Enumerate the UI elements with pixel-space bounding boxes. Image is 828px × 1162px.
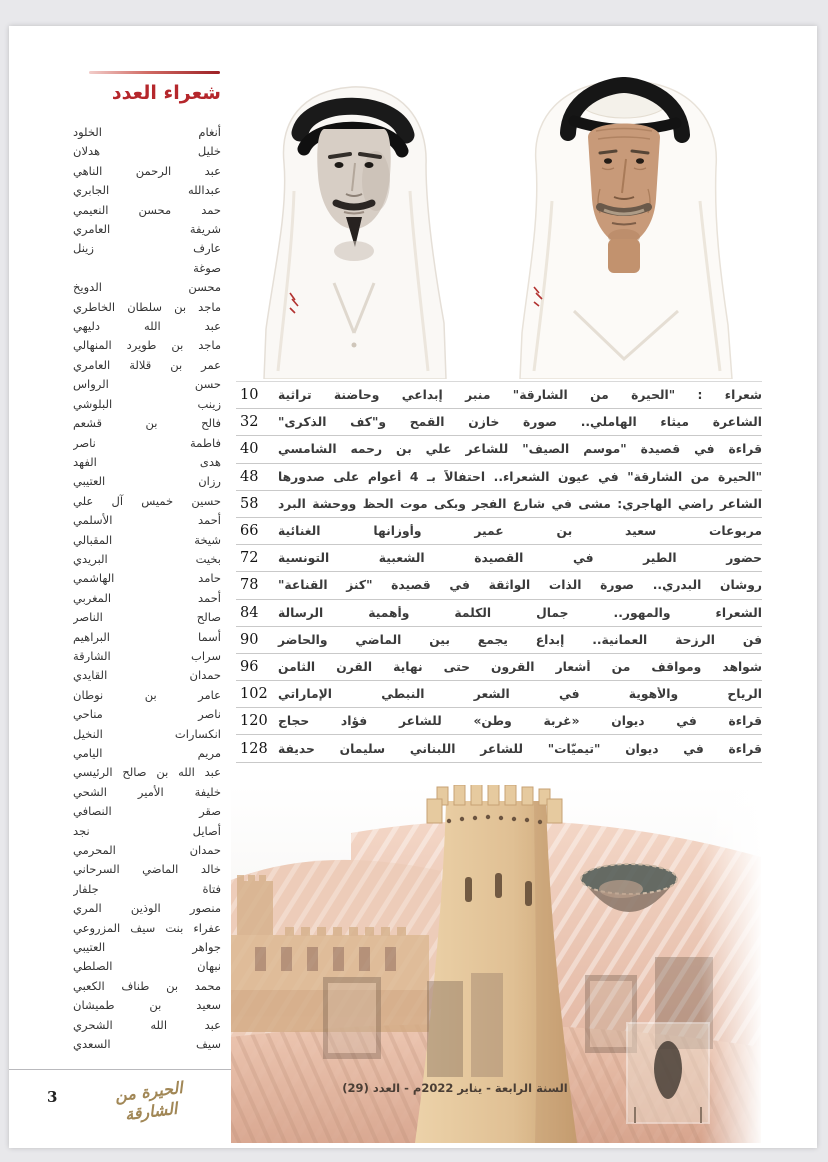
poet-name: ناصر مناحي	[73, 707, 221, 722]
poet-name: جواهر العتيبي	[73, 940, 221, 955]
poet-name: سراب الشارقة	[73, 648, 221, 663]
toc-entry-title: "الحيرة من الشارقة" في عيون الشعراء.. احتفالاً بـ 4 أعوام على صدورها	[278, 469, 762, 484]
toc-page-number: 10	[240, 387, 259, 404]
toc-entry-title: شعراء : "الحيرة من الشارقة" منبر إبداعي وحاضنة تراثية	[278, 388, 762, 403]
display-case	[627, 1023, 709, 1123]
toc-entry-title: مربوعات سعيد بن عمير وأوزانها الغنائية	[278, 524, 762, 539]
poet-name: صوغة	[193, 260, 221, 275]
poet-name: عبد الله بن صالح الرئيسي	[73, 765, 221, 780]
footer-divider	[9, 1069, 231, 1070]
section-rule	[89, 71, 220, 74]
poet-name: شيخة المقبالي	[73, 532, 221, 547]
poet-name: هدى الفهد	[73, 454, 221, 469]
poet-name: عبد الله دليهي	[73, 319, 221, 334]
poet-name: صالح الناصر	[73, 610, 221, 625]
poet-name: عبدالله الجابري	[73, 183, 221, 198]
poet-name: انكسارات النخيل	[73, 726, 221, 741]
poets-list	[73, 123, 221, 1055]
poet-name: عبد الله الشحري	[73, 1017, 221, 1032]
poet-name: عمر بن قلالة العامري	[73, 357, 221, 372]
page-title: شعراء العدد	[111, 82, 221, 104]
poet-name: فالح بن قشعم	[73, 416, 221, 431]
portraits-illustration	[234, 71, 764, 379]
poet-name: زينب البلوشي	[73, 396, 221, 411]
poet-name: عفراء بنت سيف المزروعي	[73, 920, 221, 935]
toc-entry-title: الشاعرة ميثاء الهاملي.. صورة خازن القمح و"كف الذكرى"	[278, 415, 762, 430]
poet-name: عبد الرحمن الناهي	[73, 163, 221, 178]
issue-caption: السنة الرابعة - يناير 2022م - العدد (29)	[342, 1081, 568, 1095]
toc-row	[236, 491, 762, 518]
toc-entry-title: شواهد ومواقف من أشعار القرون حتى نهاية القرن الثامن	[278, 659, 762, 674]
poet-name: سعيد بن طميشان	[73, 998, 221, 1013]
poet-name: أصايل نجد	[73, 823, 221, 838]
toc-row	[236, 708, 762, 735]
table-of-contents	[236, 381, 762, 763]
toc-entry-title: قراءة في ديوان «غربة وطن» للشاعر فؤاد حجاج	[278, 714, 762, 729]
toc-entry-title: الشاعر راضي الهاجري: مشى في شارع الفجر وبكى موت الحظ ووحشة البرد	[278, 496, 762, 511]
poet-name: أنغام الخلود	[73, 125, 221, 139]
poet-name: حسن الرواس	[73, 377, 221, 392]
poet-name: سيف السعدي	[73, 1037, 221, 1052]
poet-name: محسن الدويخ	[73, 280, 221, 295]
poets-portraits-image	[234, 71, 764, 379]
poet-name: فتاة جلفار	[73, 881, 221, 896]
toc-row	[236, 735, 762, 762]
poet-name: بخيت البريدي	[73, 551, 221, 566]
toc-row	[236, 681, 762, 708]
toc-page-number: 48	[240, 468, 259, 485]
toc-row	[236, 409, 762, 436]
toc-row	[236, 600, 762, 627]
poet-name: خليفة الأمير الشحي	[73, 784, 221, 799]
toc-entry-title: الشعراء والمهور.. جمال الكلمة وأهمية الرسالة	[278, 605, 762, 620]
toc-page-number: 90	[240, 631, 259, 648]
poet-name: شريفة العامري	[73, 222, 221, 237]
toc-entry-title: حضور الطير في القصيدة الشعبية التونسية	[278, 551, 762, 566]
toc-entry-title: روشان البدري.. صورة الذات الواثقة في قصيدة "كنز القناعة"	[278, 578, 762, 593]
magazine-logo: الحيرة من الشارقة	[113, 1078, 184, 1125]
poet-name: محمد بن طناف الكعبي	[73, 978, 221, 993]
toc-row	[236, 572, 762, 599]
toc-row	[236, 627, 762, 654]
toc-entry-title: فن الرزحة العمانية.. إبداع يجمع بين الماضي والحاضر	[278, 632, 762, 647]
toc-row	[236, 382, 762, 409]
page-number: 3	[47, 1088, 58, 1106]
poet-name: صقر النصافي	[73, 804, 221, 819]
toc-page-number: 128	[240, 740, 268, 757]
poet-name: ماجد بن طويرد المنهالي	[73, 338, 221, 353]
toc-page-number: 120	[240, 713, 268, 730]
poet-name: رزان العتيبي	[73, 474, 221, 489]
poet-name: عارف زينل	[73, 241, 221, 256]
poet-name: حامد الهاشمي	[73, 571, 221, 586]
poet-name: أحمد المغربي	[73, 590, 221, 605]
toc-page-number: 78	[240, 577, 259, 594]
toc-entry-title: الرياح والأهوية في الشعر النبطي الإماراتي	[278, 687, 762, 702]
poet-name: ماجد بن سلطان الخاطري	[73, 299, 221, 314]
poet-name: عامر بن نوطان	[73, 687, 221, 702]
poet-name: فاطمة ناصر	[73, 435, 221, 450]
poet-name: خليل هدلان	[73, 144, 221, 159]
portrait-right-colour	[520, 81, 732, 379]
poet-name: أحمد الأسلمي	[73, 513, 221, 528]
toc-page-number: 58	[240, 495, 259, 512]
toc-row	[236, 545, 762, 572]
poet-name: نبهان الصلطي	[73, 959, 221, 974]
poet-name: مريم اليامي	[73, 746, 221, 760]
poet-name: حمدان المحرمي	[73, 843, 221, 858]
toc-page-number: 84	[240, 604, 259, 621]
toc-row	[236, 518, 762, 545]
poet-name: حمدان القايدي	[73, 668, 221, 683]
poet-name: أسما البراهيم	[73, 629, 221, 644]
fort-collage-image	[231, 785, 761, 1143]
magazine-page	[9, 26, 817, 1148]
toc-page-number: 96	[240, 658, 259, 675]
toc-page-number: 40	[240, 441, 259, 458]
poet-name: حسين خميس آل علي	[73, 493, 221, 508]
poet-name: منصور الوذين المري	[73, 901, 221, 916]
toc-page-number: 102	[240, 686, 268, 703]
toc-entry-title: قراءة في قصيدة "موسم الصيف" للشاعر علي بن رحمه الشامسي	[278, 442, 762, 457]
toc-row	[236, 436, 762, 463]
toc-page-number: 72	[240, 550, 259, 567]
toc-row	[236, 654, 762, 681]
poet-name: خالد الماضي السرحاني	[73, 862, 221, 877]
poet-name: حمد محسن النعيمي	[73, 202, 221, 217]
portrait-left-charcoal	[264, 87, 446, 379]
toc-row	[236, 464, 762, 491]
toc-entry-title: قراءة في ديوان "تيميّات" للشاعر اللبناني سليمان حديفة	[278, 741, 762, 756]
toc-page-number: 66	[240, 523, 259, 540]
toc-page-number: 32	[240, 414, 259, 431]
